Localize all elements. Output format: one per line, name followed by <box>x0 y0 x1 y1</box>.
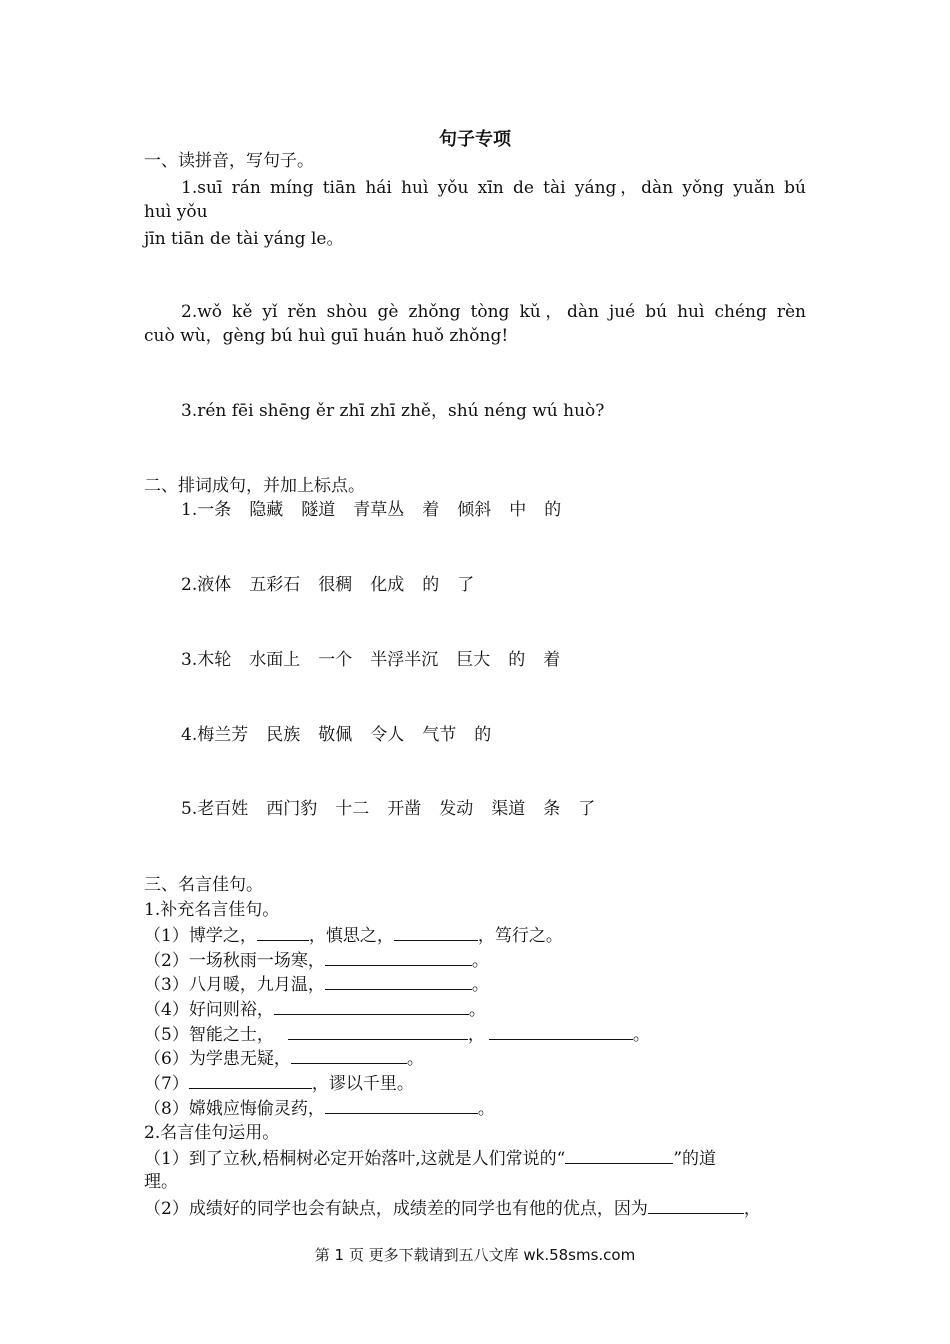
word: 半浮半沉 <box>370 650 439 670</box>
page-title: 句子专项 <box>439 129 511 150</box>
page-footer: 第 1 页 更多下载请到五八文库 wk.58sms.com <box>314 1246 636 1264</box>
subsection-fill-quotes: 1.补充名言佳句。 <box>144 900 280 920</box>
word: 中 <box>509 500 527 520</box>
reorder-item-1 <box>181 498 579 522</box>
answer-blank[interactable] <box>394 922 478 941</box>
word: 的 <box>544 500 562 520</box>
word: 的 <box>474 725 492 745</box>
word: 水面上 <box>249 650 301 670</box>
word: 梅兰芳 <box>197 725 249 745</box>
answer-blank[interactable] <box>325 971 472 990</box>
word: 化成 <box>370 575 405 595</box>
word: 着 <box>543 650 561 670</box>
item-number: 5. <box>181 799 198 819</box>
answer-blank[interactable] <box>648 1195 744 1214</box>
word: 的 <box>422 575 440 595</box>
word: 木轮 <box>197 650 232 670</box>
answer-blank[interactable] <box>325 947 472 966</box>
item-number: 4. <box>181 725 198 745</box>
usage-line-1-cont: 理。 <box>144 1172 178 1192</box>
word: 渠道 <box>491 799 526 819</box>
word: 敬佩 <box>318 725 353 745</box>
q2-line1: 2.wǒ kě yǐ rěn shòu gè zhǒng tòng kǔ，dàn jué bú huì chéng rèn <box>181 302 806 322</box>
q2-line2: cuò wù，gèng bú huì guī huán huǒ zhǒng! <box>144 326 509 346</box>
section2-heading: 二、排词成句，并加上标点。 <box>144 476 365 496</box>
answer-blank[interactable] <box>288 1021 468 1040</box>
word: 五彩石 <box>249 575 301 595</box>
word: 西门豹 <box>266 799 318 819</box>
item-number: 3. <box>181 650 198 670</box>
quote-line-6: （6）为学患无疑， 。 <box>144 1045 424 1071</box>
word: 发动 <box>439 799 474 819</box>
word: 了 <box>578 799 596 819</box>
answer-blank[interactable] <box>274 996 469 1015</box>
item-number: 1. <box>181 500 198 520</box>
word: 气节 <box>422 725 457 745</box>
q1-line3: jīn tiān de tài yáng le。 <box>144 229 344 249</box>
word: 一个 <box>318 650 353 670</box>
word: 倾斜 <box>457 500 492 520</box>
reorder-item-2 <box>181 573 492 597</box>
section3-heading: 三、名言佳句。 <box>144 875 263 895</box>
item-number: 2. <box>181 575 198 595</box>
word: 了 <box>457 575 475 595</box>
answer-blank[interactable] <box>489 1021 633 1040</box>
word: 十二 <box>335 799 370 819</box>
word: 老百姓 <box>197 799 249 819</box>
usage-line-1: （1）到了立秋,梧桐树必定开始落叶,这就是人们常说的“ ”的道 <box>144 1145 716 1171</box>
word: 隐藏 <box>249 500 284 520</box>
answer-blank[interactable] <box>189 1070 312 1089</box>
section1-heading: 一、读拼音，写句子。 <box>144 151 314 171</box>
word: 液体 <box>197 575 232 595</box>
quote-line-8: （8）嫦娥应悔偷灵药， 。 <box>144 1095 495 1121</box>
word: 民族 <box>266 725 301 745</box>
answer-blank[interactable] <box>565 1145 673 1164</box>
q1-line1: 1.suī rán míng tiān hái huì yǒu xīn de tài yáng，dàn yǒng yuǎn bú <box>181 178 806 198</box>
word: 令人 <box>370 725 405 745</box>
quote-line-1: （1）博学之， ，慎思之， ，笃行之。 <box>144 922 563 948</box>
reorder-item-5 <box>181 797 613 821</box>
quote-line-2: （2）一场秋雨一场寒， 。 <box>144 947 489 973</box>
word: 条 <box>543 799 561 819</box>
answer-blank[interactable] <box>325 1095 478 1114</box>
word: 着 <box>422 500 440 520</box>
word: 一条 <box>197 500 232 520</box>
word: 的 <box>508 650 526 670</box>
answer-blank[interactable] <box>291 1045 407 1064</box>
subsection-quote-usage: 2.名言佳句运用。 <box>144 1123 280 1143</box>
word: 青草丛 <box>353 500 405 520</box>
quote-line-5: （5）智能之士， ， 。 <box>144 1021 650 1047</box>
quote-line-4: （4）好问则裕， 。 <box>144 996 486 1022</box>
word: 隧道 <box>301 500 336 520</box>
usage-line-2: （2）成绩好的同学也会有缺点，成绩差的同学也有他的优点，因为 ， <box>144 1195 761 1221</box>
word: 很稠 <box>318 575 353 595</box>
word: 开凿 <box>387 799 422 819</box>
quote-line-3: （3）八月暖，九月温， 。 <box>144 971 489 997</box>
q1-line2: huì yǒu <box>144 202 208 222</box>
reorder-item-3 <box>181 648 578 672</box>
reorder-item-4 <box>181 723 509 747</box>
quote-line-7: （7） ，谬以千里。 <box>144 1070 414 1096</box>
q3-line: 3.rén fēi shēng ěr zhī zhī zhě，shú néng wú huò? <box>181 401 605 421</box>
answer-blank[interactable] <box>257 922 309 941</box>
word: 巨大 <box>456 650 491 670</box>
